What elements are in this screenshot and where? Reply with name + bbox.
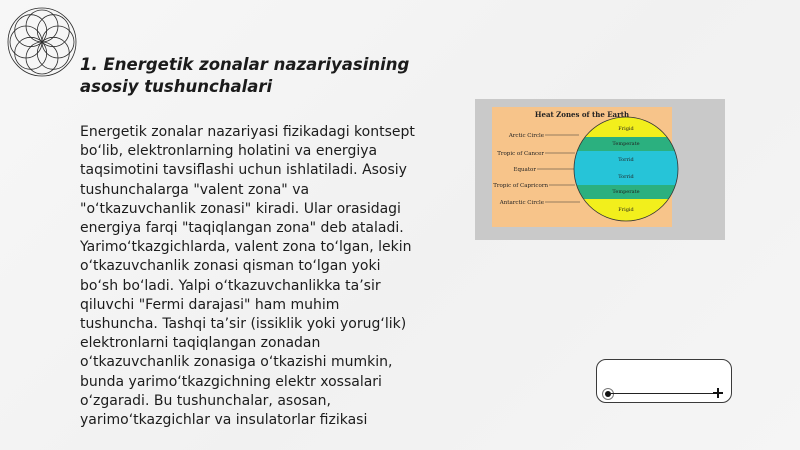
heat-zones-figure	[475, 99, 725, 240]
label-arctic-circle: Arctic Circle	[508, 133, 544, 139]
zone-frigid-south: Frigid	[618, 207, 634, 213]
zone-torrid-north: Torrid	[618, 157, 634, 163]
audio-progress-track[interactable]	[611, 393, 717, 394]
volume-icon[interactable]	[713, 388, 723, 398]
zone-torrid-south: Torrid	[618, 174, 634, 180]
slide-body-text: Energetik zonalar nazariyasi fizikadagi kontsept bo‘lib, elektronlarning holatini va energiya taqsimotini tavsiflashi uchun ishlatiladi. Asosiy tushunchalarga "valent zona" va "o‘tkazuvchanlik zonasi" kiradi. Ular orasidagi energiya farqi "taqiqlangan zona" deb ataladi. Yarimo‘tkazgichlarda, valent zona to‘lgan, lekin o‘tkazuvchanlik zonasi qisman to‘lgan yoki bo‘sh bo‘ladi. Yalpi o‘tkazuvchanlikka ta’sir qiluvchi "Fermi darajasi" ham muhim tushuncha. Tashqi ta’sir (issiklik yoki yorug‘lik) elektronlarni taqiqlangan zonadan o‘tkazuvchanlik zonasiga o‘tkazishi mumkin, bunda yarimo‘tkazgichning elektr xossalari o‘zgaradi. Bu tushunchalar, asosan, yarimo‘tkazgichlar va insulatorlar fizikasi	[80, 124, 415, 429]
zone-temperate-south: Temperate	[612, 189, 640, 195]
play-icon[interactable]	[605, 391, 611, 397]
zone-frigid-north: Frigid	[618, 126, 634, 132]
globe	[574, 117, 678, 221]
label-tropic-of-cancer: Tropic of Cancer	[497, 151, 544, 157]
figure-heading: Heat Zones of the Earth	[534, 110, 630, 119]
label-equator: Equator	[513, 167, 536, 173]
zone-temperate-north: Temperate	[612, 141, 640, 147]
label-antarctic-circle: Antarctic Circle	[499, 200, 544, 206]
label-tropic-of-capricorn: Tropic of Capricorn	[493, 183, 548, 189]
audio-player[interactable]	[596, 359, 732, 403]
decorative-circles-logo	[4, 4, 80, 80]
slide-title: 1. Energetik zonalar nazariyasining asosiy tushunchalari	[80, 55, 410, 96]
